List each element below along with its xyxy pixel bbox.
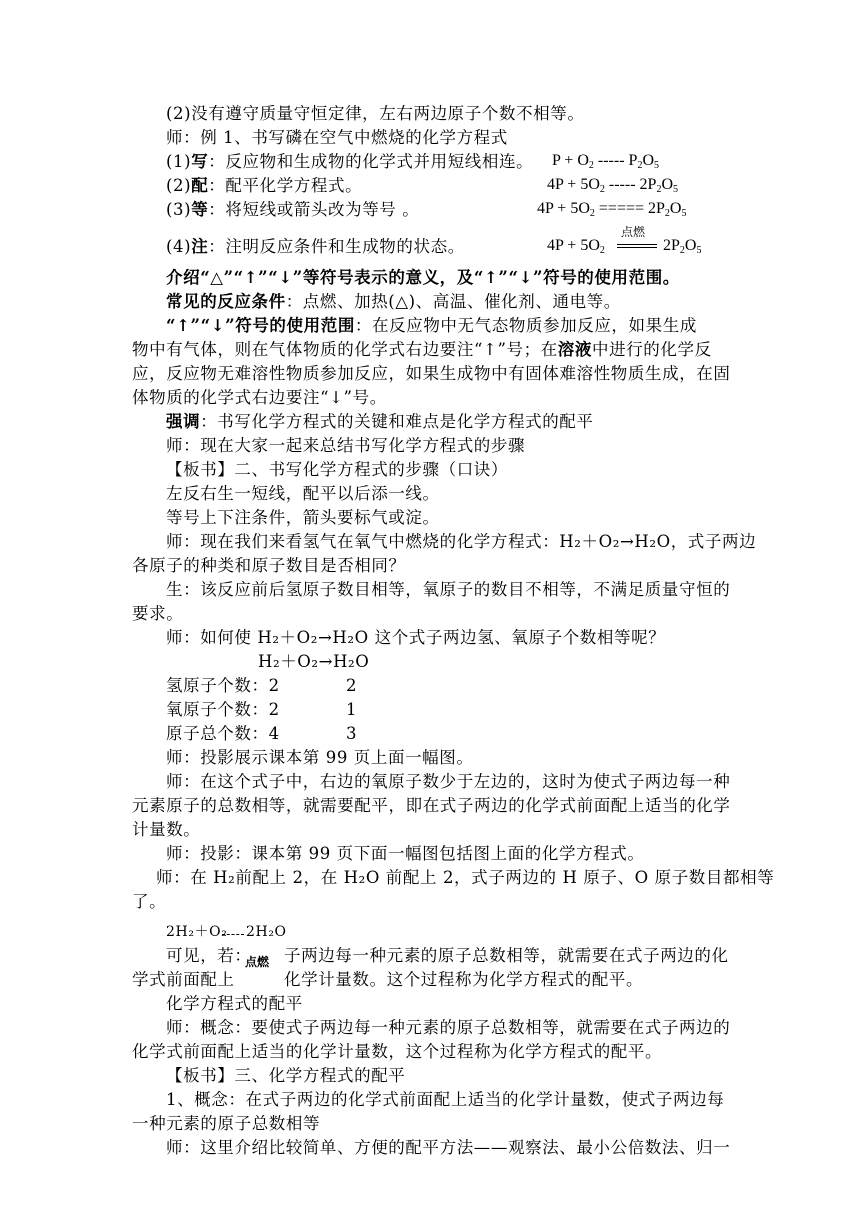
text-line: 应，反应物无难溶性物质参加反应，如果生成物中有固体难溶性物质生成，在固 — [132, 364, 731, 383]
text-line: 化学计量数。这个过程称为化学方程式的配平。 — [284, 970, 644, 989]
count-row: 原子总个数：4 — [166, 724, 280, 743]
text-line: 物中有气体，则在气体物质的化学式右边要注“↑”号；在溶液中进行的化学反 — [132, 340, 712, 359]
text-line: 化学方程式的配平 — [166, 994, 303, 1013]
text-line: “↑”“↓”符号的使用范围：在反应物中无气态物质参加反应，如果生成 — [166, 316, 697, 335]
reaction-condition: 点燃 — [621, 225, 646, 239]
equation-unbalanced: $P + O_2$ ----- $P_2O_5$ — [552, 152, 659, 171]
text-line: 师：现在大家一起来总结书写化学方程式的步骤 — [166, 436, 526, 455]
count-value: 3 — [346, 724, 358, 743]
equation-dash — [222, 934, 244, 935]
text-line: 师：概念：要使式子两边每一种元素的原子总数相等，就需要在式子两边的 — [166, 1018, 731, 1037]
count-row: 氧原子个数：2 — [166, 700, 280, 719]
text-line: 子两边每一种元素的原子总数相等，就需要在式子两边的化 — [284, 946, 729, 965]
text-line: 生：该反应前后氢原子数目相等，氧原子的数目不相等，不满足质量守恒的 — [166, 580, 731, 599]
text-line: 要求。 — [132, 604, 184, 623]
equation-line: H₂＋O₂→H₂O — [258, 652, 370, 671]
equation-balanced: $4P + 5O_2$ ----- $2P_2O_5$ — [547, 176, 678, 195]
text-line: 左反右生一短线，配平以后添一线。 — [166, 484, 440, 503]
text-line: 学式前面配上 — [132, 970, 235, 989]
text-line: 【板书】三、化学方程式的配平 — [166, 1066, 406, 1085]
text-line: 师：在这个式子中，右边的氧原子数少于左边的，这时为使式子两边每一种 — [166, 772, 731, 791]
text-line: (2)没有遵守质量守恒定律，左右两边原子个数不相等。 — [166, 104, 585, 123]
text-line: 计量数。 — [132, 820, 201, 839]
text-line: 了。 — [132, 892, 167, 911]
count-value: 2 — [346, 676, 358, 695]
text-line: 师：投影展示课本第 99 页上面一幅图。 — [166, 748, 474, 767]
step-balance: (2)配：配平化学方程式。 — [166, 176, 363, 195]
step-write: (1)写：反应物和生成物的化学式并用短线相连。 — [166, 152, 534, 171]
text-line: 师：这里介绍比较简单、方便的配平方法——观察法、最小公倍数法、归一 — [166, 1138, 731, 1157]
text-line: 各原子的种类和原子数目是否相同？ — [132, 556, 406, 575]
text-line: 师：现在我们来看氢气在氧气中燃烧的化学方程式：H₂＋O₂→H₂O，式子两边 — [166, 532, 757, 551]
text-line-bold: 介绍“△”“↑”“↓”等符号表示的意义，及“↑”“↓”符号的使用范围。 — [166, 268, 680, 287]
text-line: 一种元素的原子总数相等 — [132, 1114, 321, 1133]
text-line: 师：在 H₂前配上 2，在 H₂O 前配上 2，式子两边的 H 原子、O 原子数目都相等 — [156, 868, 775, 887]
equation-final-left: $4P + 5O_2$ — [547, 237, 605, 256]
text-line: 1、概念：在式子两边的化学式前面配上适当的化学计量数，使式子两边每 — [166, 1090, 725, 1109]
count-row: 氢原子个数：2 — [166, 676, 280, 695]
text-line: 等号上下注条件，箭头要标气或淀。 — [166, 508, 440, 527]
reaction-condition: 点燃 — [245, 955, 270, 969]
equals-line-bottom — [617, 247, 657, 248]
step-note: (4)注：注明反应条件和生成物的状态。 — [166, 237, 465, 256]
text-line: 【板书】二、书写化学方程式的步骤（口诀） — [166, 460, 508, 479]
step-equal: (3)等：将短线或箭头改为等号 。 — [166, 200, 420, 219]
equation-line: 2H₂＋O₂ — [166, 924, 228, 940]
text-line: 师：投影：课本第 99 页下面一幅图包括图上面的化学方程式。 — [166, 844, 645, 863]
text-line: 强调：书写化学方程式的关键和难点是化学方程式的配平 — [166, 412, 594, 431]
equation-final-right: $2P_2O_5$ — [663, 237, 702, 256]
text-line: 师：如何使 H₂＋O₂→H₂O 这个式子两边氢、氧原子个数相等呢？ — [166, 628, 666, 647]
text-line: 化学式前面配上适当的化学计量数，这个过程称为化学方程式的配平。 — [132, 1042, 663, 1061]
text-line: 元素原子的总数相等，就需要配平，即在式子两边的化学式前面配上适当的化学 — [132, 796, 731, 815]
equation-line: 2H₂O — [246, 924, 287, 940]
equation-equal: $4P + 5O_2$ ===== $2P_2O_5$ — [537, 200, 687, 219]
count-value: 1 — [346, 700, 358, 719]
text-line: 常见的反应条件：点燃、加热(△)、高温、催化剂、通电等。 — [166, 292, 621, 311]
text-line: 师：例 1、书写磷在空气中燃烧的化学方程式 — [166, 128, 508, 147]
text-line: 可见，若： — [166, 946, 252, 965]
equals-line-top — [617, 244, 657, 245]
text-line: 体物质的化学式右边要注“↓”号。 — [132, 388, 387, 407]
